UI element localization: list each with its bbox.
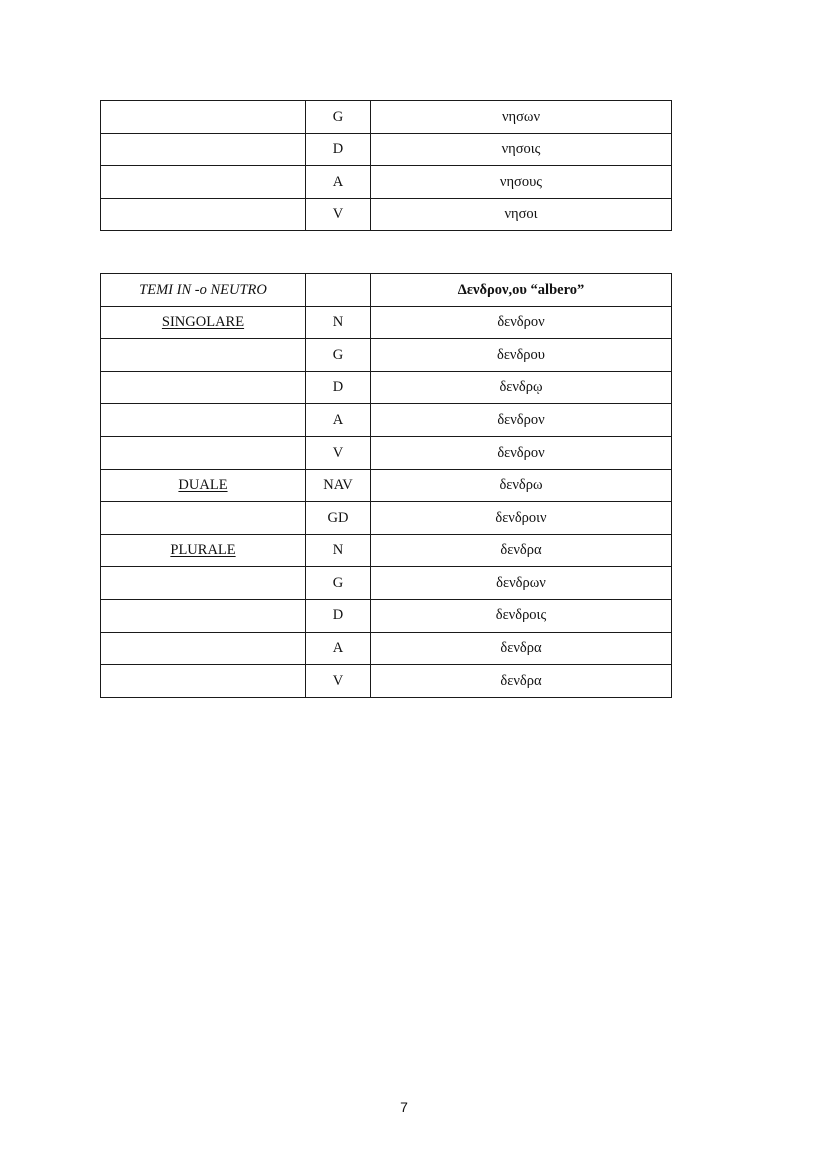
number-label-cell xyxy=(101,101,306,134)
form-cell: νησοις xyxy=(371,133,672,166)
table-body xyxy=(101,101,672,231)
table-row xyxy=(101,534,672,567)
form-cell: δενδρα xyxy=(371,632,672,665)
case-cell: N xyxy=(306,534,371,567)
table-row xyxy=(101,665,672,698)
table-row xyxy=(101,567,672,600)
number-label-cell xyxy=(101,404,306,437)
form-cell: δενδρον xyxy=(371,404,672,437)
form-cell: δενδρα xyxy=(371,534,672,567)
table-row xyxy=(101,404,672,437)
number-label-cell: SINGOLARE xyxy=(101,306,306,339)
table-row xyxy=(101,436,672,469)
table-row xyxy=(101,198,672,231)
form-cell: νησους xyxy=(371,166,672,199)
declension-table-nesos-plural xyxy=(100,100,672,231)
form-cell: δενδρω xyxy=(371,469,672,502)
number-label-cell xyxy=(101,665,306,698)
table-row xyxy=(101,133,672,166)
form-cell: δενδρον xyxy=(371,436,672,469)
case-cell: GD xyxy=(306,502,371,535)
number-label-cell xyxy=(101,567,306,600)
form-cell: νησων xyxy=(371,101,672,134)
case-cell: A xyxy=(306,404,371,437)
form-cell: δενδρα xyxy=(371,665,672,698)
form-cell: δενδροις xyxy=(371,599,672,632)
case-cell: N xyxy=(306,306,371,339)
number-label-cell xyxy=(101,436,306,469)
number-label-cell xyxy=(101,198,306,231)
form-cell: δενδρων xyxy=(371,567,672,600)
table-row xyxy=(101,306,672,339)
table-row xyxy=(101,166,672,199)
table-header-row xyxy=(101,274,672,307)
page-number: 7 xyxy=(400,1099,408,1115)
table-row xyxy=(101,599,672,632)
number-label-cell xyxy=(101,339,306,372)
table-row xyxy=(101,371,672,404)
case-header-cell xyxy=(306,274,371,307)
case-cell: G xyxy=(306,567,371,600)
number-label-cell xyxy=(101,632,306,665)
number-label-cell xyxy=(101,133,306,166)
lemma-header-cell: Δενδρον,ου “albero” xyxy=(371,274,672,307)
case-cell: V xyxy=(306,436,371,469)
case-cell: D xyxy=(306,133,371,166)
table-row xyxy=(101,502,672,535)
table-row xyxy=(101,632,672,665)
number-label-cell xyxy=(101,166,306,199)
case-cell: A xyxy=(306,166,371,199)
table-row xyxy=(101,469,672,502)
form-cell: νησοι xyxy=(371,198,672,231)
number-label-cell xyxy=(101,599,306,632)
form-cell: δενδρου xyxy=(371,339,672,372)
case-cell: D xyxy=(306,599,371,632)
case-cell: A xyxy=(306,632,371,665)
table-row xyxy=(101,101,672,134)
form-cell: δενδρον xyxy=(371,306,672,339)
case-cell: V xyxy=(306,198,371,231)
form-cell: δενδροιν xyxy=(371,502,672,535)
number-label-cell: DUALE xyxy=(101,469,306,502)
number-label-cell xyxy=(101,502,306,535)
case-cell: NAV xyxy=(306,469,371,502)
case-cell: D xyxy=(306,371,371,404)
declension-table-dendron xyxy=(100,273,672,698)
table-body xyxy=(101,274,672,698)
case-cell: G xyxy=(306,339,371,372)
case-cell: V xyxy=(306,665,371,698)
number-label-cell: PLURALE xyxy=(101,534,306,567)
number-label-cell xyxy=(101,371,306,404)
table-row xyxy=(101,339,672,372)
section-heading-cell: TEMI IN -o NEUTRO xyxy=(101,274,306,307)
case-cell: G xyxy=(306,101,371,134)
form-cell: δενδρῳ xyxy=(371,371,672,404)
